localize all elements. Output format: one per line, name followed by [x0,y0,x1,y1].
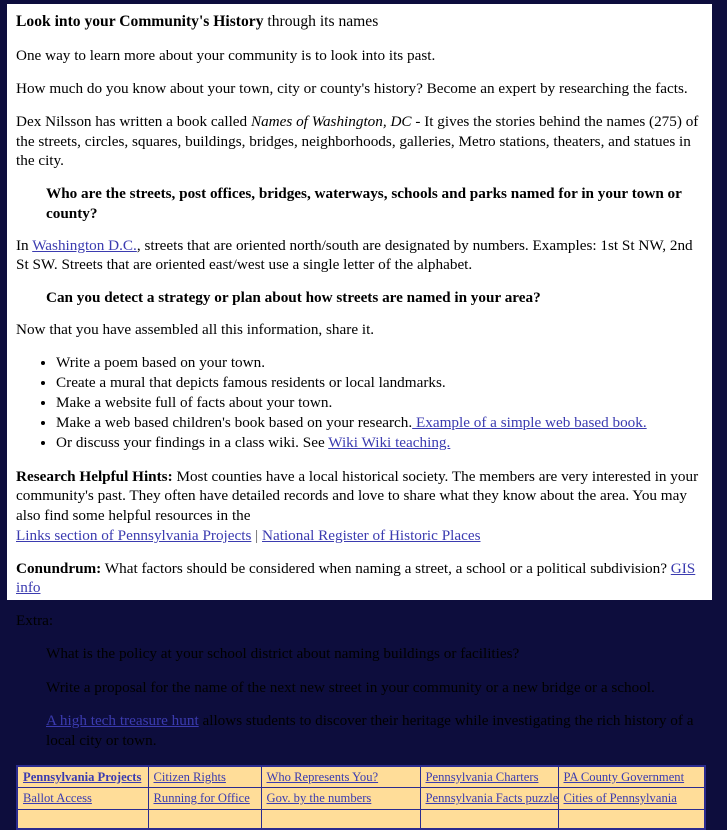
table-cell[interactable] [558,788,705,809]
conundrum-label: Conundrum: [16,559,102,577]
washington-dc-link[interactable]: Washington D.C. [32,236,137,254]
list-item-text: Make a web based children's book based on your research. [56,414,413,432]
page-frame [7,4,712,806]
list-item-text: Write a poem based on your town. [56,353,266,371]
list-item-text: Make a website full of facts about your town. [56,393,333,411]
table-row [17,809,705,829]
table-cell[interactable] [17,809,148,829]
table-cell[interactable] [261,766,420,788]
assembled-paragraph: Now that you have assembled all this information, share it. [16,320,375,338]
research-hints-label: Research Helpful Hints: [16,467,173,485]
question-named-for: Who are the streets, post offices, bridges, waterways, schools and parks named for in your town or county? [46,185,682,222]
table-cell[interactable] [420,766,558,788]
page-content [7,4,712,830]
list-item [56,353,703,373]
nav-link-cities-of-pennsylvania[interactable]: Cities of Pennsylvania [563,791,677,806]
activity-list [16,353,703,454]
table-cell[interactable] [148,766,261,788]
page-title [16,12,703,32]
list-item [56,393,703,413]
question-strategy: Can you detect a strategy or plan about how streets are named in your area? [46,289,541,307]
table-cell[interactable] [558,766,705,788]
conundrum-text: What factors should be considered when naming a street, a school or a political subdivision? [101,559,671,577]
extra-label: Extra: [16,612,54,630]
washington-dc-paragraph [16,236,703,276]
navigation-table [16,765,706,830]
table-cell[interactable] [148,809,261,829]
nav-link-citizen-rights[interactable]: Citizen Rights [153,769,226,784]
nav-link-running-for-office[interactable]: Running for Office [153,791,250,806]
list-item [56,413,703,433]
intro-paragraph-2: How much do you know about your town, city or county's history? Become an expert by researching the facts. [16,80,688,98]
table-cell[interactable] [420,788,558,809]
table-cell[interactable] [420,809,558,829]
nav-link-pa-county-government[interactable]: PA County Government [563,769,685,784]
table-cell[interactable] [261,809,420,829]
high-tech-treasure-hunt-link[interactable]: A high tech treasure hunt [46,712,199,730]
table-cell[interactable] [17,766,148,788]
book-paragraph-post: - It gives the stories behind the names (275) of the streets, circles, squares, buildings, bridges, neighborhoods, galleries, Metro stations, theaters, and statues in the city. [16,112,699,170]
nav-link-who-represents-you[interactable]: Who Represents You? [266,769,379,784]
example-web-book-link[interactable]: Example of a simple web based book. [412,414,647,432]
links-section-pa-projects-link[interactable]: Links section of Pennsylvania Projects [16,526,252,544]
nav-link-pennsylvania-facts-puzzle[interactable]: Pennsylvania Facts puzzle [425,791,559,806]
table-cell[interactable] [261,788,420,809]
table-cell[interactable] [148,788,261,809]
extra-question-policy: What is the policy at your school district about naming buildings or facilities? [46,644,520,662]
list-item-text: Or discuss your findings in a class wiki. See [56,434,329,452]
research-hints-paragraph [16,467,703,546]
nav-link-pennsylvania-charters[interactable]: Pennsylvania Charters [425,769,539,784]
table-cell[interactable] [558,809,705,829]
table-row [17,788,705,809]
book-paragraph [16,112,703,171]
gis-info-link[interactable]: GIS info [16,559,696,597]
list-item [56,433,703,453]
nav-link-ballot-access[interactable]: Ballot Access [23,791,92,806]
national-register-historic-places-link[interactable]: National Register of Historic Places [262,526,481,544]
link-separator: | [251,526,263,544]
research-hints-text: Most counties have a local historical society. The members are very interested in your community's past. They often have detailed records and love to share what they know about the area. You may also find some helpful resources in the [16,467,699,525]
book-title: Names of Washington, DC [250,112,412,130]
intro-paragraph-1: One way to learn more about your community is to look into its past. [16,47,436,65]
nav-link-gov-by-the-numbers[interactable]: Gov. by the numbers [266,791,372,806]
conundrum-paragraph [16,559,703,599]
page-title-rest: through its names [263,13,379,30]
dc-post-text: , streets that are oriented north/south are designated by numbers. Examples: 1st St NW, 2nd St SW. Streets that are oriented east/west use a single letter of the alphabet. [16,236,693,274]
extra-question-proposal: Write a proposal for the name of the next new street in your community or a new bridge or a school. [46,678,655,696]
treasure-hunt-paragraph [16,711,703,751]
dc-pre-text: In [16,236,33,254]
page-title-bold: Look into your Community's History [16,13,264,30]
nav-link-pennsylvania-projects[interactable]: Pennsylvania Projects [23,769,142,784]
book-paragraph-pre: Dex Nilsson has written a book called [16,112,251,130]
list-item [56,373,703,393]
list-item-text: Create a mural that depicts famous residents or local landmarks. [56,373,446,391]
table-row [17,766,705,788]
table-cell[interactable] [17,788,148,809]
treasure-hunt-text: allows students to discover their heritage while investigating the rich history of a local city or town. [46,712,694,750]
wiki-wiki-teaching-link[interactable]: Wiki Wiki teaching. [328,434,451,452]
